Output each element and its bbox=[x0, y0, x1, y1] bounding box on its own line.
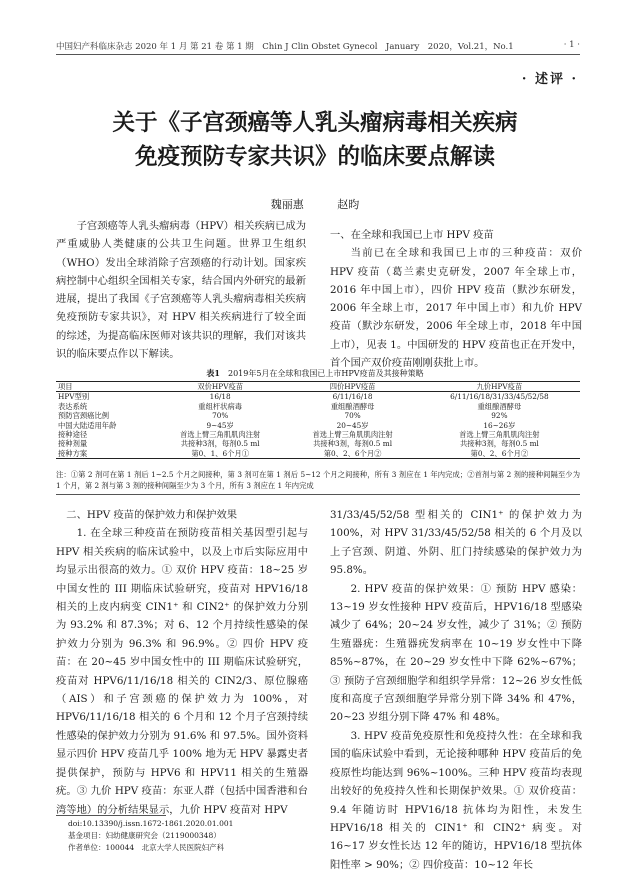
fund: 基金项目：妇幼健康研究会（2119000348） bbox=[68, 831, 221, 840]
authors: 魏丽惠 赵昀 bbox=[270, 198, 360, 211]
table-row bbox=[56, 439, 580, 448]
body-column-left bbox=[56, 506, 308, 819]
table-cell: 6/11/16/18/31/33/45/52/58 bbox=[450, 392, 549, 402]
table-caption-text: 2019年5月在全球和我国已上市HPV疫苗及其接种策略 bbox=[227, 369, 424, 378]
table-cell: 第0、2、6个月② bbox=[470, 448, 529, 458]
table-cell: 重组酿酒酵母 bbox=[477, 401, 522, 411]
table-cell: 16/18 bbox=[209, 392, 231, 402]
table-cell: 第0、1、6个月① bbox=[191, 448, 250, 458]
section2-heading: 二、HPV 疫苗的保护效力和保护效果 bbox=[66, 509, 238, 521]
header-rule bbox=[56, 54, 580, 55]
table-cell: 第0、2、6个月② bbox=[323, 448, 382, 458]
table-row bbox=[56, 392, 580, 402]
section2-paragraph-1-continued: 31/33/45/52/58 型相关的 CIN1⁺ 的保护效力为 100%，对 HPV 31/33/45/52/58 相关的 6 个月及以上子宫颈、阴道、外阴、肛门持续感染的保护效力为 95.8%。 bbox=[330, 509, 582, 577]
table-bottom-rule bbox=[56, 494, 580, 495]
table-cell: 首选上臂三角肌肌肉注射 bbox=[312, 430, 393, 440]
section2-paragraph-3: 3. HPV 疫苗免疫原性和免疫持久性：在全球和我国的临床试验中看到，无论接种哪种 HPV 疫苗后的免疫原性均能达到 96%~100%。三种 HPV 疫苗均表现出较好的免疫持久性和长期保护效果。① 双价疫苗：9.4 年随访时 HPV16/18 抗体均为阳性，未发生 HPV16/18 相关的 CIN1⁺ 和 CIN2⁺ 病变。对 16~17 岁女性长达 12 年的随访，HPV16/18 型抗体阳性率 > 90%；② 四价疫苗：10~12 年长 bbox=[330, 729, 582, 871]
table-cell: 重组酿酒酵母 bbox=[330, 401, 375, 411]
table-cell: 共接种3剂，每剂0.5 ml bbox=[180, 439, 260, 449]
abstract: 子宫颈癌等人乳头瘤病毒（HPV）相关疾病已成为严重威胁人类健康的公共卫生问题。世界卫生组织（WHO）发出全球消除子宫颈癌的行动计划。国家疾病控制中心组织全国相关专家，结合国内外研究的最新进展，提出了我国《子宫颈癌等人乳头瘤病毒相关疾病免疫预防专家共识》，对 HPV 相关疾病进行了较全面的综述，为提高临床医师对该共识的理解，我们对该共识的临床要点作以下解读。 bbox=[56, 220, 306, 361]
table-header-cell: 九价HPV疫苗 bbox=[476, 382, 523, 391]
section2-paragraph-1: 1. 在全球三种疫苗在预防疫苗相关基因型引起与 HPV 相关疾病的临床试验中，以及上市后实际应用中均显示出很高的效力。① 双价 HPV 疫苗：18~25 岁中国女性的 III 期临床试验研究，疫苗对 HPV16/18 相关的上皮内病变 CIN1⁺ 和 CIN2⁺ 的保护效力分别为 93.2% 和 87.3%；对 6、12 个月持续性感染的保护效力分别为 96.3% 和 96.9%。② 四价 HPV 疫苗：在 20~45 岁中国女性中的 III 期临床试验研究，疫苗对 HPV6/11/16/18 相关的 CIN2/3、原位腺癌（AIS）和子宫颈癌的保护效力为 100%，对 HPV6/11/16/18 相关的 6 个月和 12 个月子宫颈持续性感染的保护效力分别为 91.6% 和 97.5%。国外资料显示四价 HPV 疫苗几乎 100% 地为无 HPV 暴露史者提供保护，预防与 HPV6 和 HPV11 相关的生殖器疣。③ 九价 HPV 疫苗：东亚人群（包括中国香港和台湾等地）的分析结果显示，九价 HPV 疫苗对 HPV bbox=[56, 527, 308, 816]
table-cell: 20~45岁 bbox=[336, 420, 369, 430]
table-caption bbox=[0, 368, 630, 379]
table-cell: 中国大陆适用年龄 bbox=[58, 420, 117, 430]
table-cell: 共接种3剂，每剂0.5 ml bbox=[313, 439, 393, 449]
table-row bbox=[56, 421, 580, 430]
intro-section bbox=[330, 226, 582, 372]
table-cell: 92% bbox=[491, 411, 508, 421]
table-cell: 70% bbox=[344, 411, 361, 421]
title-line-1: 关于《子宫颈癌等人乳头瘤病毒相关疾病 bbox=[112, 110, 518, 136]
table-header-cell: 四价HPV疫苗 bbox=[329, 382, 376, 391]
page-number: · 1 · bbox=[563, 40, 580, 50]
table-header-row bbox=[56, 382, 580, 392]
table-cell: 接种途径 bbox=[58, 430, 88, 440]
table-cell: HPV型别 bbox=[58, 392, 90, 402]
table-cell: 共接种3剂，每剂0.5 ml bbox=[459, 439, 539, 449]
table-cell: 首选上臂三角肌肌肉注射 bbox=[180, 430, 261, 440]
article-title bbox=[0, 106, 630, 174]
table-row bbox=[56, 430, 580, 439]
affiliation: 作者单位：100044 北京大学人民医院妇产科 bbox=[68, 843, 225, 852]
table-cell: 6/11/16/18 bbox=[332, 392, 373, 402]
title-line-2: 免疫预防专家共识》的临床要点解读 bbox=[134, 144, 495, 170]
intro-paragraph: 当前已在全球和我国已上市的三种疫苗：双价 HPV 疫苗（葛兰素史克研发，2007 年全球上市，2016 年中国上市），四价 HPV 疫苗（默沙东研发，2006 年全球上市，2017 年中国上市）和九价 HPV 疫苗（默沙东研发，2006 年全球上市，2018 年中国上市），见表 1。中国研发的 HPV 疫苗也正在开发中，首个国产双价疫苗刚刚获批上市。 bbox=[330, 247, 582, 370]
footnote-rule bbox=[56, 815, 166, 816]
running-header bbox=[56, 40, 580, 52]
table-cell: 16~26岁 bbox=[483, 420, 516, 430]
section-label: · 述评 · bbox=[521, 72, 578, 87]
table-row bbox=[56, 411, 580, 420]
table-header-cell: 双价HPV疫苗 bbox=[197, 382, 244, 391]
intro-heading: 一、在全球和我国已上市 HPV 疫苗 bbox=[330, 229, 494, 241]
table-cell: 9~45岁 bbox=[206, 420, 234, 430]
vaccine-table bbox=[56, 381, 580, 459]
doi: doi:10.13390/j.issn.1672-1861.2020.01.001 bbox=[68, 819, 234, 828]
table-cell: 接种剂量 bbox=[58, 439, 88, 449]
table-cell: 预防宫颈癌比例 bbox=[58, 411, 110, 421]
footnotes bbox=[68, 818, 368, 854]
table-header-cell: 项目 bbox=[58, 382, 73, 391]
table-cell: 70% bbox=[212, 411, 229, 421]
table-cell: 表达系统 bbox=[58, 401, 88, 411]
table-caption-label: 表1 bbox=[206, 368, 220, 378]
table-note: 注：①第 2 剂可在第 1 剂后 1~2.5 个月之间接种，第 3 剂可在第 1 剂后 5~12 个月之间接种，所有 3 剂应在 1 年内完成；②首剂与第 2 剂的接种间隔至少为 1 个月，第 2 剂与第 3 剂的接种间隔至少为 3 个月，所有 3 剂应在 1 年内完成 bbox=[56, 470, 580, 490]
table-cell: 接种方案 bbox=[58, 448, 88, 458]
table-row bbox=[56, 449, 580, 459]
section2-paragraph-2: 2. HPV 疫苗的保护效果：① 预防 HPV 感染：13~19 岁女性接种 HPV 疫苗后，HPV16/18 型感染减少了 64%；20~24 岁女性，减少了 31%；② 预防生殖器疣：生殖器疣发病率在 10~19 岁女性中下降 85%~87%，在 20~29 岁女性中下降 62%~67%；③ 预防子宫颈细胞学和组织学异常：12~26 岁女性低度和高度子宫颈细胞学异常分别下降 34% 和 47%，20~23 岁组分别下降 47% 和 48%。 bbox=[330, 582, 582, 724]
table-cell: 首选上臂三角肌肌肉注射 bbox=[459, 430, 540, 440]
table-row bbox=[56, 402, 580, 411]
table-cell: 重组杆状病毒 bbox=[198, 401, 243, 411]
journal-citation: 中国妇产科临床杂志 2020 年 1 月 第 21 卷 第 1 期 Chin J Clin Obstet Gynecol January 2020，Vol.21，No.1 bbox=[56, 42, 514, 52]
